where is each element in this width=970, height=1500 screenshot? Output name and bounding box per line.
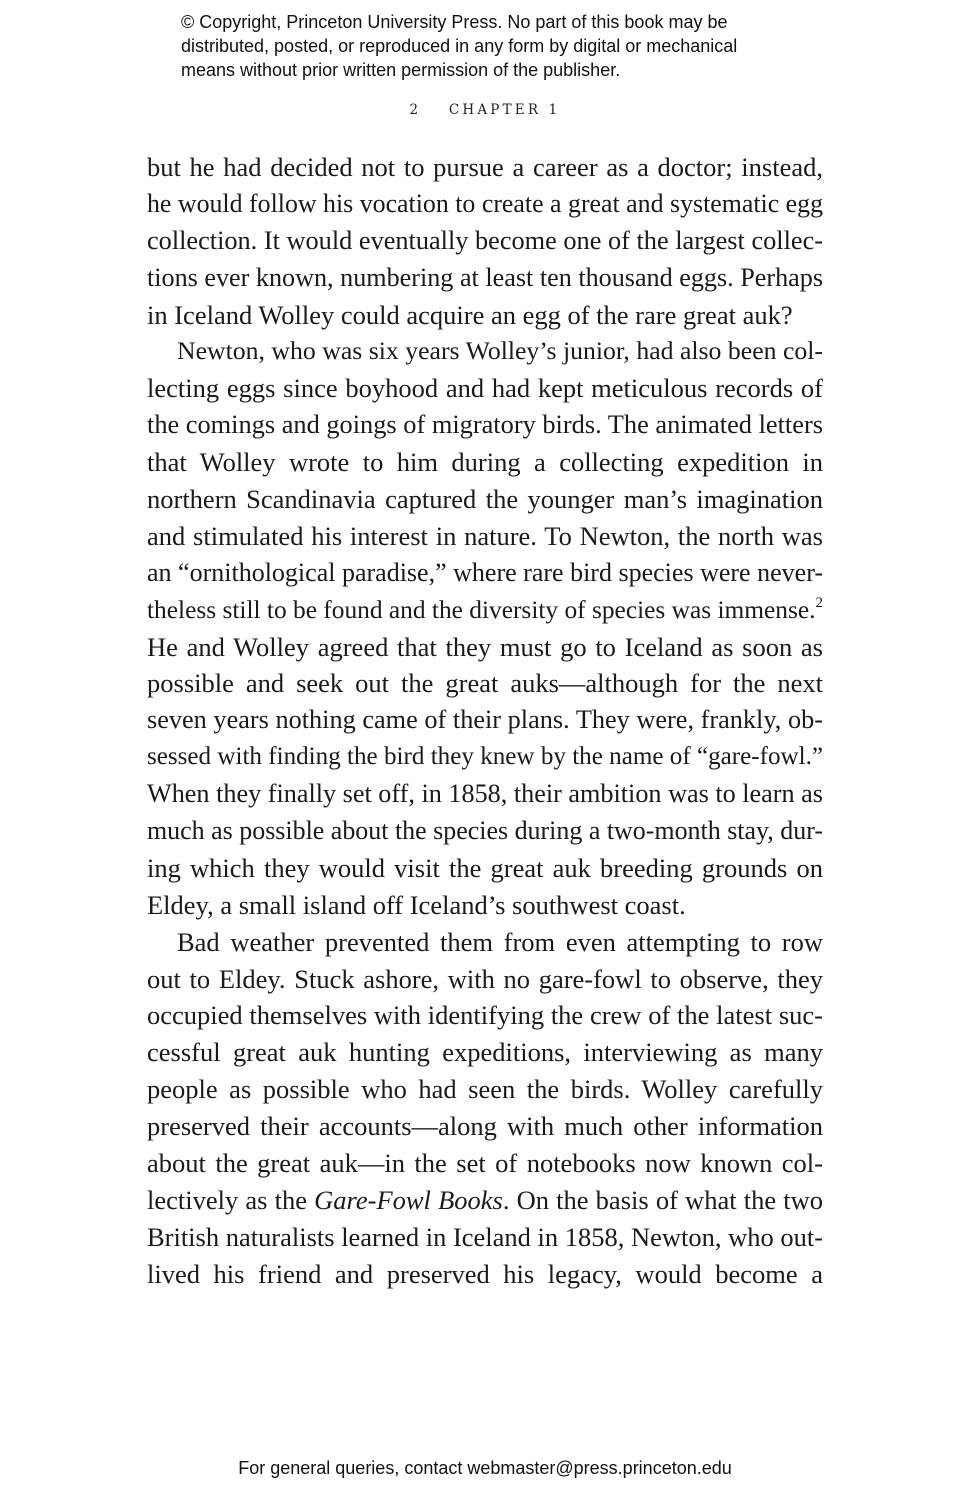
text-line-book-title bbox=[147, 1182, 823, 1219]
text-line: possible and seek out the great auks—although for the next bbox=[147, 668, 823, 699]
text-line: collection. It would eventually become one of the largest collec- bbox=[147, 225, 823, 255]
text-line: much as possible about the species during a two-month stay, dur- bbox=[147, 816, 823, 846]
text-line: Newton, who was six years Wolley’s junior, had also been col- bbox=[177, 336, 823, 366]
text-line: When they finally set off, in 1858, their ambition was to learn as bbox=[147, 779, 823, 809]
footnote-reference[interactable]: 2 bbox=[815, 594, 823, 611]
text-line: northern Scandinavia captured the younger man’s imagination bbox=[147, 484, 823, 515]
text-line: seven years nothing came of their plans. They were, frankly, ob- bbox=[147, 705, 823, 735]
text-line: theless still to be found and the diversity of species was immense. bbox=[147, 595, 816, 624]
text-line: Bad weather prevented them from even attempting to row bbox=[177, 926, 823, 957]
text-line: about the great auk—in the set of notebooks now known col- bbox=[147, 1148, 823, 1179]
chapter-label: CHAPTER 1 bbox=[448, 102, 561, 118]
text-line: British naturalists learned in Iceland in 1858, Newton, who out- bbox=[147, 1221, 823, 1252]
text-line: but he had decided not to pursue a career as a doctor; instead, bbox=[147, 152, 823, 182]
text-line: people as possible who had seen the birds. Wolley carefully bbox=[147, 1074, 823, 1105]
text-line: that Wolley wrote to him during a collecting expedition in bbox=[147, 447, 823, 478]
text-line-with-note bbox=[147, 592, 823, 629]
text-line: the comings and goings of migratory birds. The animated letters bbox=[147, 410, 823, 440]
text-line: ing which they would visit the great auk breeding grounds on bbox=[147, 852, 823, 883]
text-fragment: lectively as the bbox=[147, 1184, 315, 1215]
text-line: in Iceland Wolley could acquire an egg of the rare great auk? bbox=[147, 299, 793, 330]
footer-contact: For general queries, contact webmaster@press.princeton.edu bbox=[238, 1458, 732, 1478]
text-line: he would follow his vocation to create a great and systematic egg bbox=[147, 188, 823, 218]
text-line: preserved their accounts—along with much other information bbox=[147, 1111, 823, 1142]
text-line: sessed with finding the bird they knew by the name of “gare-fowl.” bbox=[147, 743, 823, 771]
text-line: lecting eggs since boyhood and had kept meticulous records of bbox=[147, 373, 823, 404]
text-line: cessful great auk hunting expeditions, interviewing as many bbox=[147, 1037, 823, 1068]
page-number: 2 bbox=[409, 102, 422, 118]
copyright-line: means without prior written permission of the publisher. bbox=[181, 60, 621, 80]
body-text bbox=[147, 149, 823, 1293]
text-line: and stimulated his interest in nature. To Newton, the north was bbox=[147, 520, 823, 551]
text-line: out to Eldey. Stuck ashore, with no gare-fowl to observe, they bbox=[147, 963, 823, 994]
copyright-line: distributed, posted, or reproduced in any form by digital or mechanical bbox=[181, 36, 738, 56]
text-line: occupied themselves with identifying the crew of the latest suc- bbox=[147, 1000, 823, 1031]
book-title: Gare-Fowl Books bbox=[314, 1184, 503, 1215]
copyright-notice bbox=[181, 10, 821, 82]
text-line: tions ever known, numbering at least ten thousand eggs. Perhaps bbox=[147, 262, 823, 292]
text-line: an “ornithological paradise,” where rare bird species were never- bbox=[147, 557, 823, 587]
text-line: Eldey, a small island off Iceland’s southwest coast. bbox=[147, 889, 686, 920]
text-line: lived his friend and preserved his legacy, would become a bbox=[147, 1258, 823, 1289]
text-line: He and Wolley agreed that they must go to Iceland as soon as bbox=[147, 631, 823, 662]
copyright-line: © Copyright, Princeton University Press. No part of this book may be bbox=[181, 12, 728, 32]
running-head bbox=[0, 102, 970, 118]
text-fragment: . On the basis of what the two bbox=[502, 1184, 823, 1215]
